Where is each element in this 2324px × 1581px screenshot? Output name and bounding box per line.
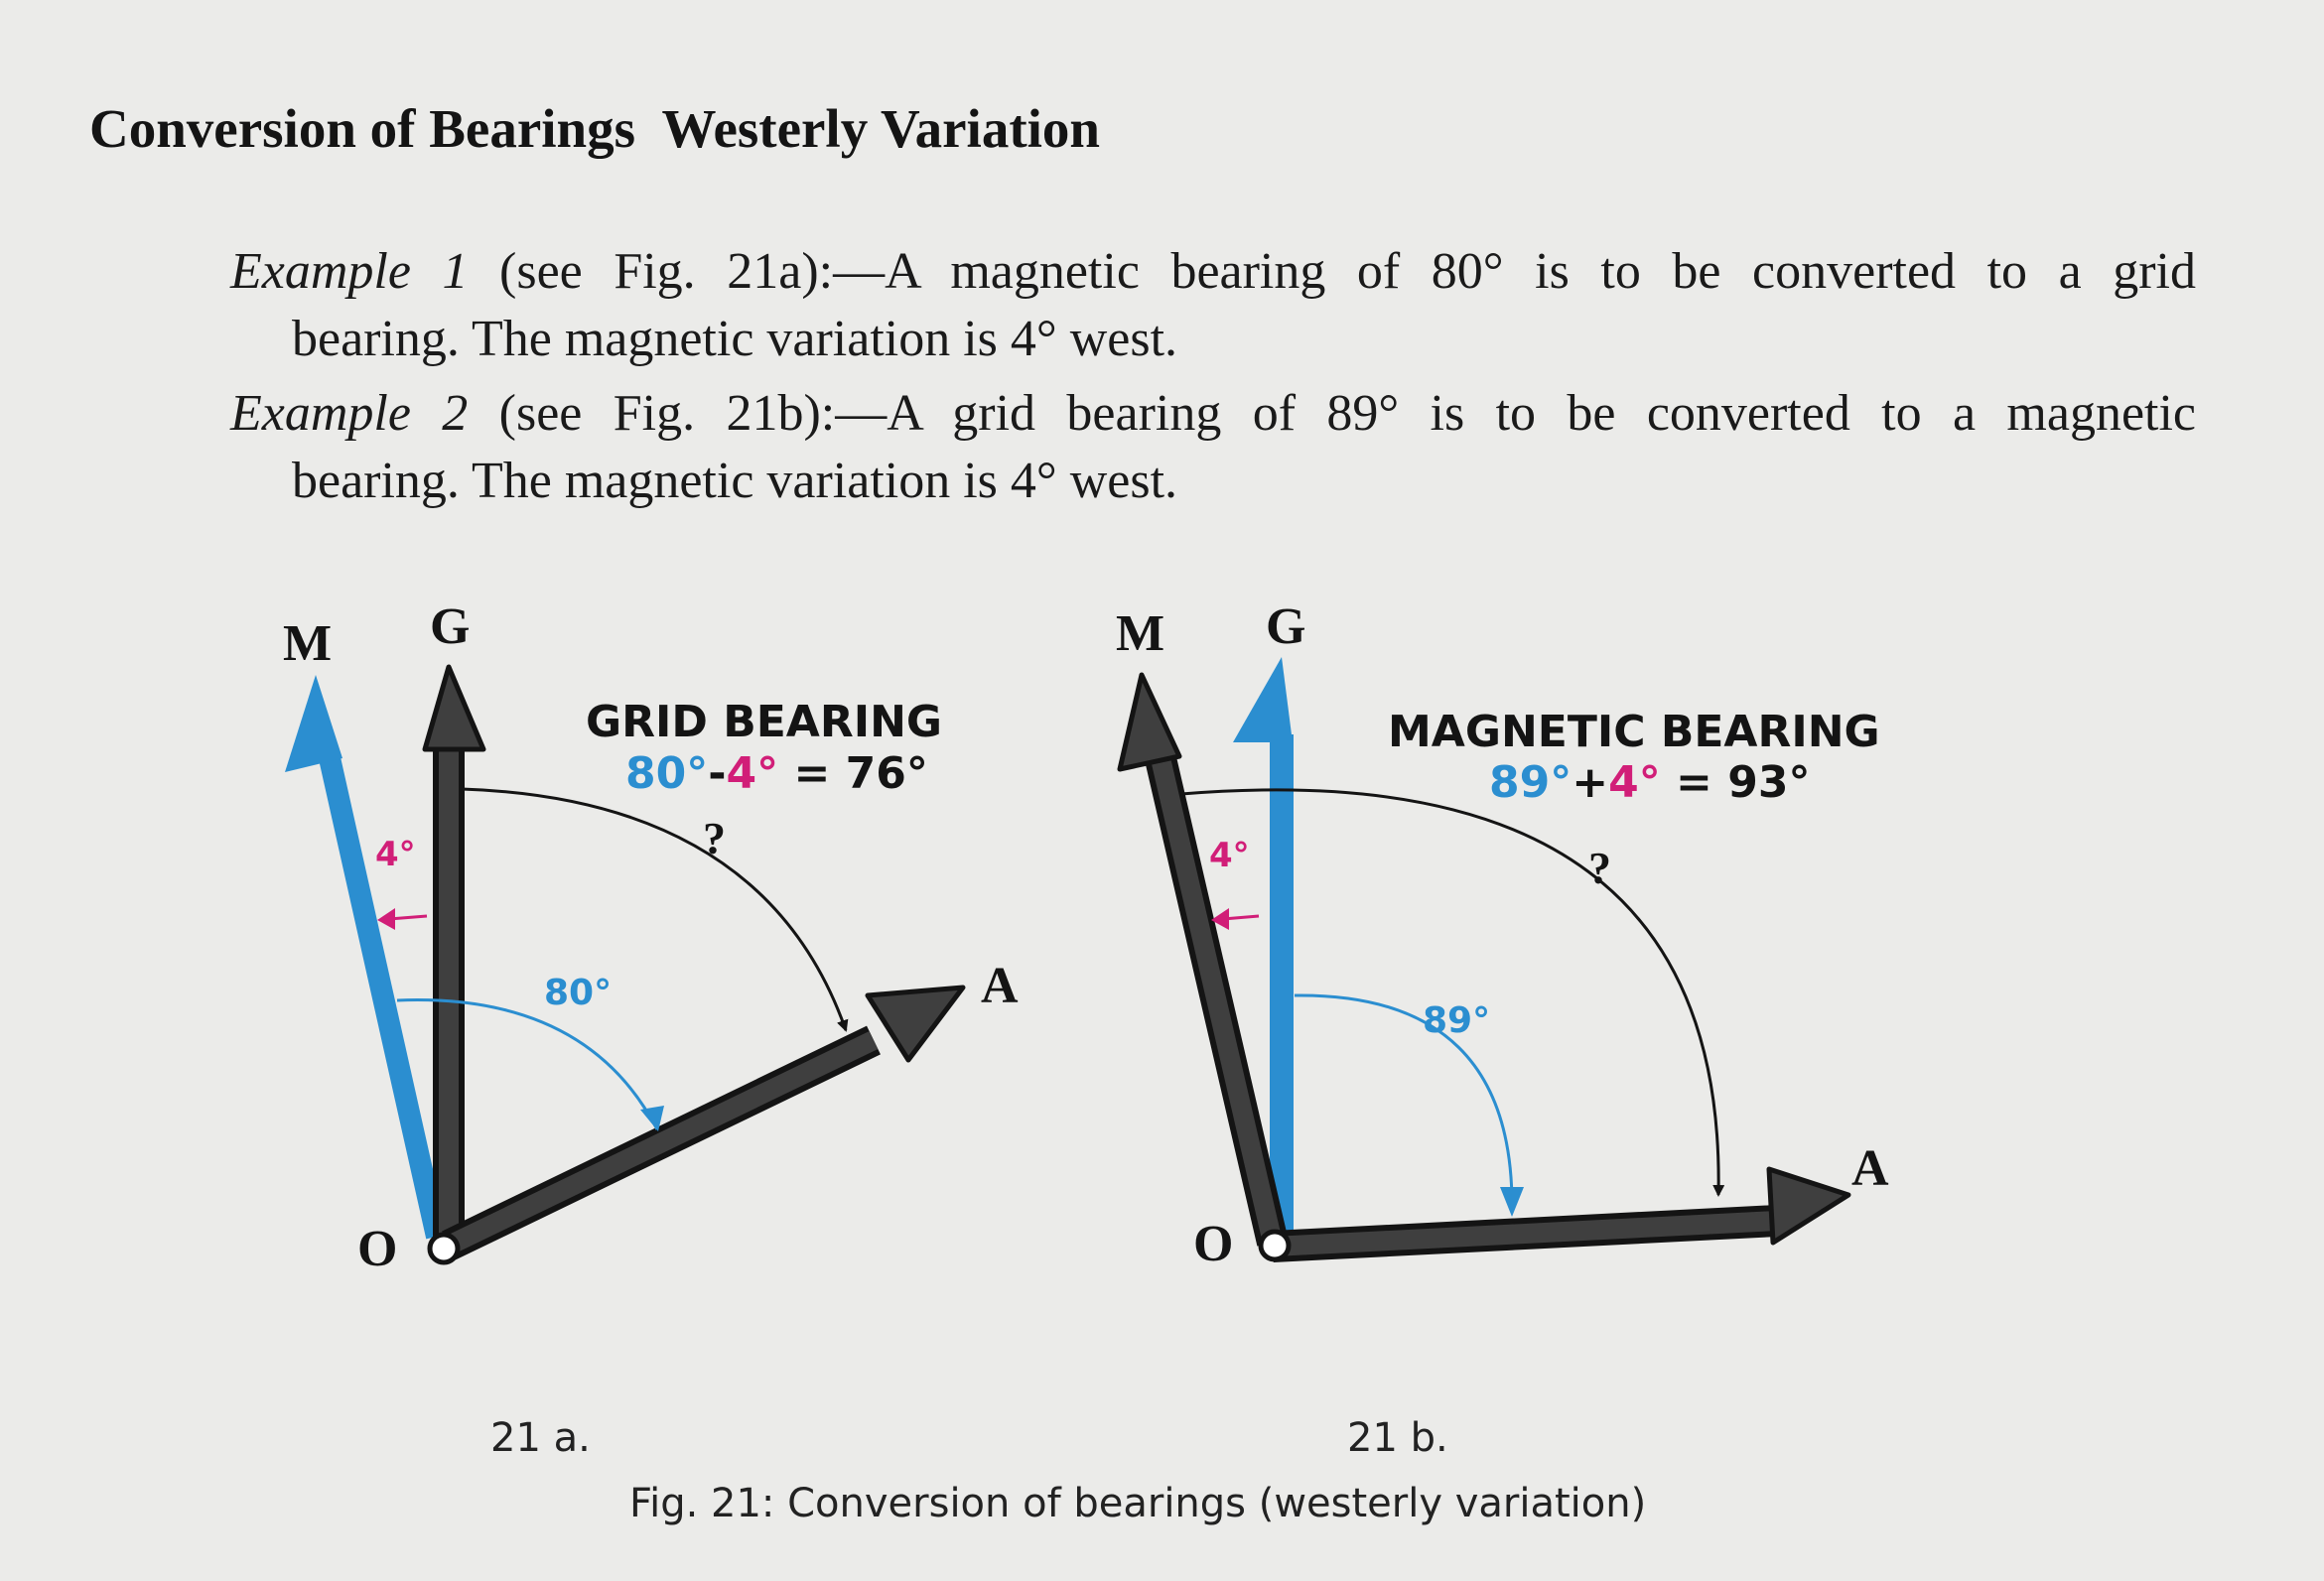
formula-operator: -	[708, 748, 727, 799]
example-2-line-2: bearing. The magnetic variation is 4° west.	[292, 453, 1178, 509]
bearing-title: GRID BEARING	[586, 697, 943, 747]
variation-arrow	[1211, 908, 1259, 930]
bearing-line-to-a	[449, 988, 963, 1246]
grid-north-arrow	[425, 667, 483, 1246]
label-o: O	[1193, 1216, 1234, 1272]
given-angle-arrowhead	[1500, 1187, 1524, 1217]
formula-magnetic-value: 89°	[1489, 757, 1572, 808]
bearing-line-to-a	[1273, 1169, 1848, 1247]
formula-result: = 76°	[778, 748, 928, 799]
bearing-formula	[625, 748, 928, 799]
given-angle-label: 89°	[1423, 1000, 1491, 1041]
example-1-sentence: (see Fig. 21a):—A magnetic bearing of 80° is to be converted to a grid	[499, 243, 2196, 300]
magnetic-north-arrow	[1120, 675, 1273, 1243]
unknown-angle-label: ?	[1588, 843, 1611, 893]
given-angle-label: 80°	[544, 973, 613, 1013]
example-1-label: Example 1	[230, 243, 469, 300]
origin-point	[1261, 1232, 1289, 1259]
unknown-angle-label: ?	[703, 813, 726, 863]
magnetic-north-arrow	[285, 675, 437, 1237]
origin-point	[430, 1235, 458, 1262]
label-g: G	[430, 598, 471, 655]
example-2-label: Example 2	[230, 385, 469, 442]
figure-21a	[283, 598, 1019, 1277]
figure-21b	[1116, 598, 1889, 1272]
example-1-line-2: bearing. The magnetic variation is 4° west.	[292, 311, 1178, 367]
variation-arrow	[377, 908, 427, 930]
formula-variation-value: 4°	[726, 748, 779, 799]
label-m: M	[1116, 605, 1165, 662]
formula-magnetic-value: 80°	[625, 748, 709, 799]
formula-operator: +	[1572, 757, 1609, 808]
label-g: G	[1266, 598, 1306, 655]
variation-label: 4°	[375, 835, 416, 874]
figure-caption: Fig. 21: Conversion of bearings (westerly variation)	[629, 1481, 1647, 1526]
formula-variation-value: 4°	[1608, 757, 1661, 808]
figure-21b-label: 21 b.	[1347, 1415, 1448, 1461]
variation-label: 4°	[1209, 836, 1250, 875]
figure-21a-label: 21 a.	[490, 1415, 591, 1461]
label-m: M	[283, 615, 333, 672]
bearing-title: MAGNETIC BEARING	[1388, 707, 1880, 757]
label-a: A	[1851, 1140, 1889, 1197]
label-a: A	[981, 958, 1019, 1014]
formula-result: = 93°	[1660, 757, 1811, 808]
label-o: O	[357, 1221, 398, 1277]
section-heading: Conversion of Bearings Westerly Variation	[89, 98, 1101, 159]
unknown-angle-arc	[462, 789, 846, 1030]
bearing-formula	[1489, 757, 1810, 808]
example-2-sentence: (see Fig. 21b):—A grid bearing of 89° is to be converted to a magnetic	[498, 385, 2197, 442]
